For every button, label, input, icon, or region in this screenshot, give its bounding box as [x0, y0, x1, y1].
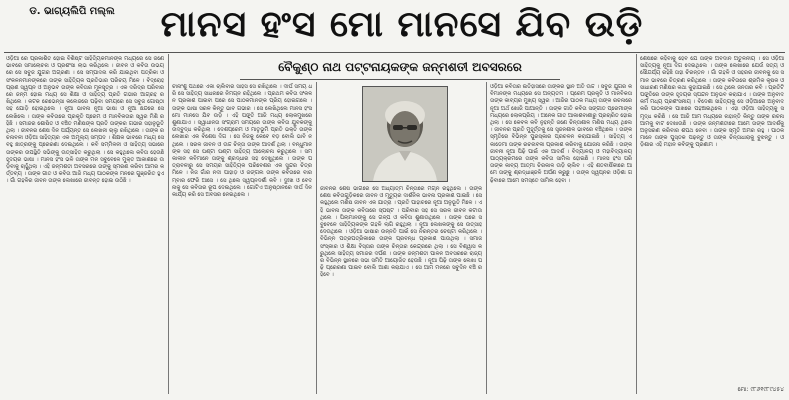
column-divider — [486, 82, 487, 394]
header-rule — [4, 52, 785, 53]
article-column-1: ଓଡ଼ିଆ ରେ ପ୍ରକାଶିତ ହୋଇ ବିଶିଷ୍ଟ ସାହିତ୍ୟିକମାନଙ୍କ ମଧ୍ୟରେ ସେ ଜଣେ ଭାବରେ ସମାଲୋଚନା ଓ ପ୍ରଶଂସା ଲାଭ କରିଥିଲେ । ଜୀବନ ଓ କବିତା ଉଭୟରେ ସେ ସବୁଜ ଯୁଗର ଅଗ୍ରଣୀ । ସେ ସମ୍ପାଦନା କରି ଯାଇଥିବା ପତ୍ରିକା ଓ ସଂକଳନମାନଙ୍କରେ ତାଙ୍କ ସାହିତ୍ୟିକ ପ୍ରତିଭାର ପରିଚୟ ମିଳେ । ବିଦ୍ରୋହ ପ୍ରାଣ ସ୍ୱପ୍ନ ଓ ଅନୁଭବ ତାଙ୍କ କବିତାର ମୂଳସୂତ୍ର । ଏକ ଦରିଦ୍ର ପରିବାରରେ ଜନ୍ମ ହୋଇ ମଧ୍ୟ ସେ ଶିକ୍ଷା ଓ ସାହିତ୍ୟ ପ୍ରତି ଗଭୀର ଆଗ୍ରହ ରଖିଥିଲେ । କଟକ ରେଭେନ୍ସା କଲେଜରେ ପଢ଼ିବା ସମୟରେ ସେ ସବୁଜ ଗୋଷ୍ଠୀ ସହ ଯୋଡ଼ି ହୋଇଥିଲେ । ନୂଆ ଭାବନା ନୂଆ ଭାଷା ଓ ନୂଆ ଛନ୍ଦରେ ସେ ଲେଖିଲେ । ତାଙ୍କ କବିତାରେ ପ୍ରକୃତି ପ୍ରେମ ଓ ମାନବିକତାର ସ୍ୱର ମିଶି ରହିଛି । ସମାଜର ଶୋଷିତ ଓ ବଞ୍ଚିତ ମଣିଷଙ୍କ ପ୍ରତି ତାଙ୍କର ଗଭୀର ସହାନୁଭୂତି ଥିଲା । ଜୀବନର ଶେଷ ଦିନ ପର୍ଯ୍ୟନ୍ତ ସେ ଲେଖନୀ ଚାଲୁ ରଖିଥିଲେ । ତାଙ୍କ ରଚନାବଳୀ ଓଡ଼ିଆ ସାହିତ୍ୟର ଏକ ଅମୂଲ୍ୟ ସମ୍ପଦ । ଶିକ୍ଷକ ଭାବରେ ମଧ୍ୟ ସେ ବହୁ ଛାତ୍ରଙ୍କୁ ପ୍ରେରଣା ଦେଇଥିଲେ । କବି ସମ୍ମିଳନୀ ଓ ସାହିତ୍ୟ ସଭାରେ ତାଙ୍କର ଉପସ୍ଥିତି ସଭିଙ୍କୁ ଉତ୍ସାହିତ କରୁଥିଲା । ସେ କହୁଥିଲେ କବିତା ହେଉଛି ହୃଦୟର ଭାଷା । ମାନସ ହଂସ ଭଳି ତାଙ୍କ ମନ ସବୁବେଳେ ମୁକ୍ତ ଆକାଶରେ ଉଡ଼ିବାକୁ ଚାହୁଁଥିଲା । ଏହି ଜନ୍ମଶତୀ ଅବସରରେ ତାଙ୍କୁ ସ୍ମରଣ କରିବା ଆମର କର୍ତ୍ତବ୍ୟ । ତାଙ୍କ ଗୀତ ଓ କବିତା ଆଜି ମଧ୍ୟ ପାଠକଙ୍କ ମନରେ ଗୁଞ୍ଜରିତ ହୁଏ । ଗାଁ ଗହଳିର ଜୀବନ ତାଙ୍କ ଲେଖାରେ ଜୀବନ୍ତ ହୋଇ ଉଠିଛି । — [6, 56, 166, 185]
article-column-3: ଜୀବନର ଶେଷ ଭାଗରେ ସେ ଅଧ୍ୟାତ୍ମ ଚିନ୍ତାରେ ମଗ୍ନ ରହୁଥିଲେ । ତାଙ୍କ ଶେଷ କବିତାଗୁଡ଼ିକରେ ଜୀବନ ଓ ମୃତ୍ୟୁର ଦାର୍ଶନିକ ଭାବନା ପ୍ରକାଶ ପାଇଛି । ସେ କହୁଥିଲେ ମଣିଷ ଜୀବନ ଏକ ଯାତ୍ରା । ପ୍ରତି ପାହାଚରେ ନୂଆ ଅନୁଭୂତି ମିଳେ । ଏହି ଭାବନା ତାଙ୍କ କବିତାରେ ସ୍ପଷ୍ଟ । ପରିବାର ସହ ସେ ସରଳ ଜୀବନ କଟାଉଥିଲେ । ପିଲାମାନଙ୍କୁ ସେ ଗଳ୍ପ ଓ କବିତା ଶୁଣାଉଥିଲେ । ତାଙ୍କ ଘରେ ସବୁବେଳେ ସାହିତ୍ୟିକଙ୍କ ଗହଳି ଲାଗି ରହୁଥିଲା । ନୂଆ ଲେଖକଙ୍କୁ ସେ ଉତ୍ସାହ ଦେଉଥିଲେ । ଓଡ଼ିଆ ଭାଷାର ଉନ୍ନତି ପାଇଁ ସେ ନିରନ୍ତର ଚେଷ୍ଟା କରିଥିଲେ । ବିଭିନ୍ନ ପତ୍ରପତ୍ରିକାରେ ତାଙ୍କ ପ୍ରବନ୍ଧ ପ୍ରକାଶ ପାଉଥିଲା । ସମାଜ ସଂସ୍କାର ଓ ଶିକ୍ଷା ବିସ୍ତାର ତାଙ୍କ ଚିନ୍ତାର କେନ୍ଦ୍ରରେ ଥିଲା । ସେ ବିଶ୍ୱାସ କରୁଥିଲେ ସାହିତ୍ୟ ସମାଜର ଦର୍ପଣ । ତାଙ୍କ ଜନ୍ମଶତୀ ପାଳନ ଅବସରରେ ରାଜ୍ୟର ବିଭିନ୍ନ ସ୍ଥାନରେ ସଭା ସମିତି ଆୟୋଜିତ ହେଉଛି । ନୂଆ ପିଢ଼ି ତାଙ୍କ ଲେଖା ପଢ଼ି ପ୍ରେରଣା ପାଇବ ବୋଲି ଆଶା କରାଯାଏ । ସେ ଆମ ମନରେ ସବୁଦିନ ବଞ୍ଚି ରହିବେ । — [320, 186, 484, 279]
subtitle-rule — [240, 79, 560, 80]
column-divider — [168, 54, 169, 394]
column-divider — [316, 82, 317, 394]
portrait-image — [363, 87, 447, 181]
contact-number: ମୋ: ୯୮୬୧୯୮୯୪୫୪ — [737, 386, 784, 393]
author-byline: ଡ. ଭାଗ୍ୟଲିପି ମଲ୍ଲ — [29, 6, 115, 17]
headline-title: ମାନସ ହଂସ ମୋ ମାନସେ ଯିବ ଉଡ଼ି — [160, 4, 644, 45]
article-column-5: ଶେଷରେ କହିବାକୁ ହେବ ଯେ ତାଙ୍କ ଅବଦାନ ଅତୁଳନୀୟ । ସେ ଓଡ଼ିଆ ସାହିତ୍ୟକୁ ନୂଆ ଦିଗ ଦେଇଥିଲେ । ତାଙ୍କ ଲେଖାରେ ଯେଉଁ ସତ୍ୟ ଓ ସୌନ୍ଦର୍ଯ୍ୟ ରହିଛି ତାହା ଚିରନ୍ତନ । ଗାଁ ଗହଳି ଓ ସହରର ଜୀବନକୁ ସେ ସମାନ ଭାବରେ ଚିତ୍ରଣ କରିଥିଲେ । ତାଙ୍କ କବିତାରେ ଶ୍ରମିକ କୃଷକ ଓ ସାଧାରଣ ମଣିଷର କଥା କୁହାଯାଇଛି । ସେ ଥିଲେ ଜନତାର କବି । ପ୍ରତିଟି ପଙ୍କ୍ତିରେ ତାଙ୍କ ହୃଦୟର ସ୍ପନ୍ଦନ ଅନୁଭବ କରାଯାଏ । ତାଙ୍କ ଅନୁବାଦ କର୍ମ ମଧ୍ୟ ପ୍ରଶଂସନୀୟ । ବିଦେଶୀ ସାହିତ୍ୟକୁ ସେ ଓଡ଼ିଆରେ ଅନୁବାଦ କରି ପାଠକଙ୍କ ପାଖରେ ପହଞ୍ଚାଇଥିଲେ । ଏହା ଓଡ଼ିଆ ସାହିତ୍ୟକୁ ସମୃଦ୍ଧ କରିଛି । ସେ ଆଜି ଆମ ମଧ୍ୟରେ ନାହାନ୍ତି କିନ୍ତୁ ତାଙ୍କ ରଚନା ଆମକୁ ବାଟ ଦେଖାଉଛି । ତାଙ୍କ ଜନ୍ମଶତୀରେ ଆମେ ତାଙ୍କ ଆଦର୍ଶକୁ ଅନୁସରଣ କରିବାର ଶପଥ ନେବା । ତାଙ୍କ ସ୍ମୃତି ଅମର ରହୁ । ପାଠକମାନେ ତାଙ୍କ ପୁସ୍ତକ ପଢ଼ନ୍ତୁ ଓ ତାଙ୍କ ଚିନ୍ତାଧାରାକୁ ବୁଝନ୍ତୁ । ଓଡ଼ିଶାର ଏହି ମହାନ କବିଙ୍କୁ ପ୍ରଣାମ । — [640, 56, 786, 149]
article-subtitle: ବୈକୁଣ୍ଠ ନାଥ ପଟ୍ଟନାୟକଙ୍କ ଜନ୍ମଶତୀ ଅବସରରେ — [278, 60, 522, 74]
article-column-4: ଓଡ଼ିଆ କବିତାର ଇତିହାସରେ ତାଙ୍କର ସ୍ଥାନ ଅତି ଉଚ୍ଚ । ସବୁଜ ଯୁଗର କବିମାନଙ୍କ ମଧ୍ୟରେ ସେ ଅନ୍ୟତମ । ପ୍ରେମ ପ୍ରକୃତି ଓ ମାନବିକତା ତାଙ୍କ କାବ୍ୟର ମୁଖ୍ୟ ସ୍ୱର । ଆଜିର ପାଠକ ମଧ୍ୟ ତାଙ୍କ ରଚନାରେ ନୂଆ ଅର୍ଥ ଖୋଜି ପାଆନ୍ତି । ତାଙ୍କ ଗୀତି କବିତା ସଙ୍ଗୀତ ପ୍ରେମୀଙ୍କ ମଧ୍ୟରେ ଲୋକପ୍ରିୟ । ଅନେକ ଗୀତ ଆକାଶବାଣୀରୁ ପ୍ରଚାରିତ ହୋଇଥିଲା । ସେ କେବଳ କବି ନୁହନ୍ତି ଜଣେ ଚିନ୍ତାଶୀଳ ମଣିଷ ମଧ୍ୟ ଥିଲେ । ଜୀବନର ପ୍ରତି ମୁହୂର୍ତ୍ତକୁ ସେ ସୃଜନଶୀଳ ଭାବରେ ବଞ୍ଚିଥିଲେ । ତାଙ୍କ ସ୍ମୃତିରେ ବିଭିନ୍ନ ପୁରସ୍କାର ପ୍ରଚଳନ କରାଯାଇଛି । ସାହିତ୍ୟ ଏକାଡେମୀ ତାଙ୍କ ରଚନାବଳୀ ପ୍ରକାଶ କରିବାକୁ ଯୋଜନା କରିଛି । ତାଙ୍କ ଜୀବନୀ ନୂଆ ପିଢ଼ି ପାଇଁ ଏକ ଆଦର୍ଶ । ବିଦ୍ୟାଳୟ ଓ ମହାବିଦ୍ୟାଳୟ ପାଠ୍ୟକ୍ରମରେ ତାଙ୍କ କବିତା ସାମିଲ ହୋଇଛି । ମାନସ ହଂସ ପରି ତାଙ୍କ କାବ୍ୟ ଆତ୍ମା ଚିରକାଳ ଉଡ଼ି ଚାଲିବ । ଏହି ଶତବାର୍ଷିକୀରେ ଆମେ ତାଙ୍କୁ ଶ୍ରଦ୍ଧାଞ୍ଜଳି ଅର୍ପଣ କରୁଛୁ । ତାଙ୍କ ସ୍ୱପ୍ନର ଓଡ଼ିଶା ଗଢ଼ିବାରେ ଆମେ ସମସ୍ତେ ସାମିଲ ହେବା । — [490, 84, 634, 184]
poet-portrait-photo — [362, 86, 448, 182]
article-column-2: ଚୀନାଂଶୁ ପଥରେ ଏକା ଚାଲିବାର ସାହସ ସେ ରଖିଥିଲେ । ଦୀର୍ଘ ସମୟ ଧରି ସେ ସାହିତ୍ୟ ସାଧନାରେ ନିମଗ୍ନ ରହିଥିଲେ । ପ୍ରଥମ କବିତା ସଂକଳନ ପ୍ରକାଶ ପାଇବା ପରେ ସେ ପାଠକମାନଙ୍କ ପ୍ରିୟ ହୋଇଗଲେ । ତାଙ୍କ ଭାଷା ସରଳ କିନ୍ତୁ ଭାବ ଗଭୀର । ସେ ଲେଖିଥିଲେ ମାନସ ହଂସ ମୋ ମାନସେ ଯିବ ଉଡ଼ି । ଏହି ପଙ୍କ୍ତି ଆଜି ମଧ୍ୟ ଲୋକମୁଖରେ ଶୁଣାଯାଏ । ସ୍ୱାଧୀନତା ସଂଗ୍ରାମ ସମୟରେ ତାଙ୍କ କବିତା ଯୁବକଙ୍କୁ ଉଦ୍ବୁଦ୍ଧ କରିଥିଲା । ଦେଶପ୍ରେମ ଓ ମାତୃଭୂମି ପ୍ରତି ଭକ୍ତି ତାଙ୍କ ଲେଖାର ଏକ ବିଶେଷ ଦିଗ । ସେ ନିଜକୁ କେବେ ବଡ଼ ବୋଲି ଭାବି ନଥିଲେ । ସରଳ ଜୀବନ ଓ ଉଚ୍ଚ ଚିନ୍ତା ତାଙ୍କ ଆଦର୍ଶ ଥିଲା । ବନ୍ଧୁମାନଙ୍କ ସହ ସେ ଘଣ୍ଟା ଘଣ୍ଟା ସାହିତ୍ୟ ଆଲୋଚନା କରୁଥିଲେ । ସମକାଳୀନ କବିମାନେ ତାଙ୍କୁ ଶ୍ରଦ୍ଧାର ସହ ଦେଖୁଥିଲେ । ତାଙ୍କ ପତ୍ରାବଳୀରୁ ସେ ସମୟର ସାହିତ୍ୟିକ ପରିବେଶର ଏକ ସୁନ୍ଦର ଚିତ୍ର ମିଳେ । ନିଜ ଗାଁର ନଦୀ ପାହାଡ଼ ଓ ଜଙ୍ଗଲ ତାଙ୍କ କବିତାରେ ବାରମ୍ବାର ଫେରି ଆସେ । ସେ ଥିଲେ ସ୍ୱପ୍ନଦର୍ଶୀ କବି । ଦୁଃଖ ଓ ବେଦନାକୁ ସେ କବିତାର ରୂପ ଦେଇଥିଲେ । ଗୋଟିଏ ଅନୁଷ୍ଠାନରେ ଦୀର୍ଘ ଦିନ କାର୍ଯ୍ୟ କରି ସେ ଅବସର ନେଇଥିଲେ । — [172, 84, 314, 199]
column-divider — [636, 54, 637, 394]
